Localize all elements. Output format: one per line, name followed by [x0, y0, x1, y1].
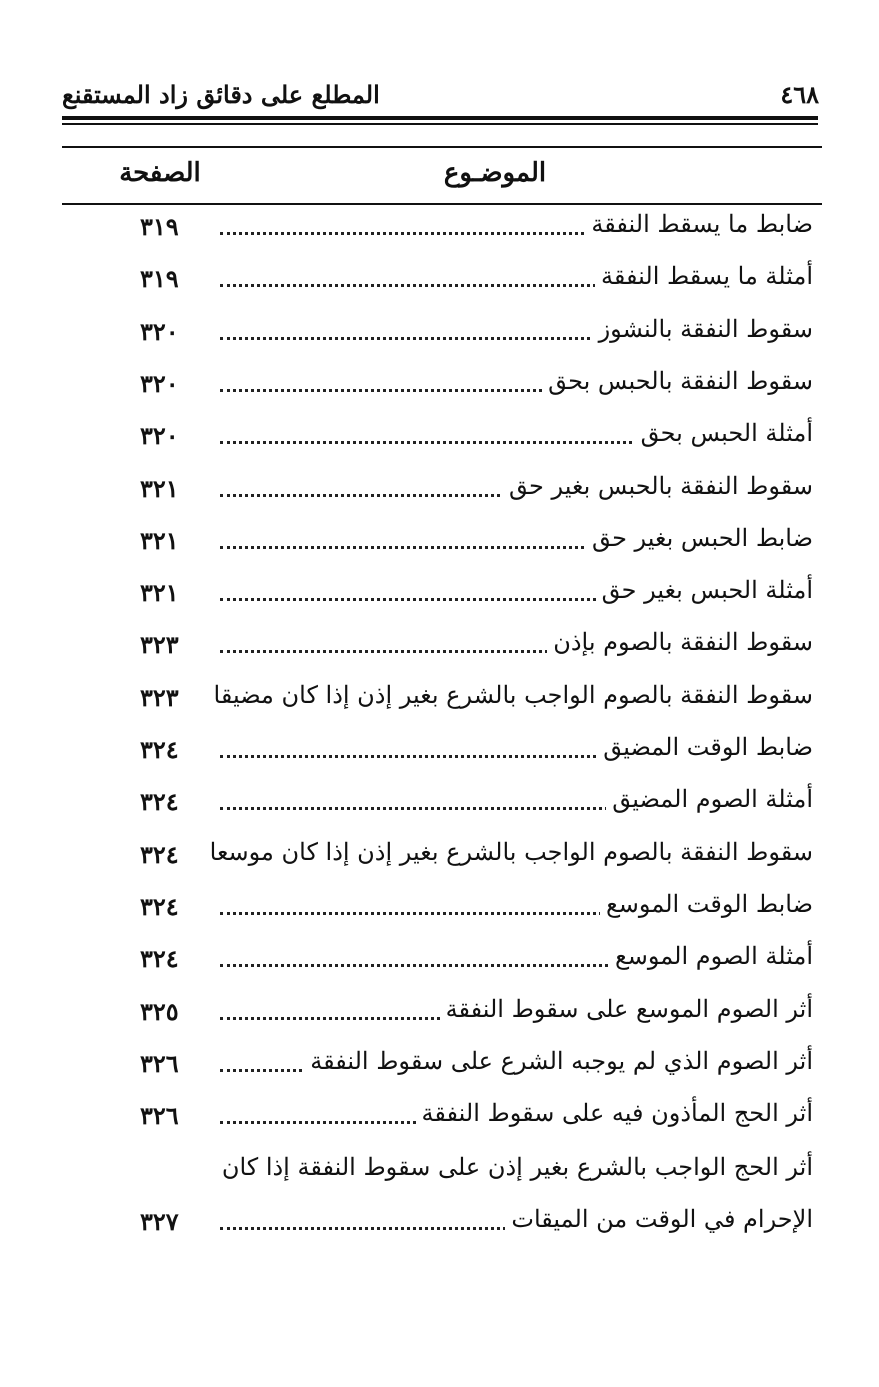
toc-entry-page: ٣٢٦ [140, 1101, 179, 1131]
column-header-page: الصفحة [119, 158, 201, 188]
toc-row [0, 779, 879, 833]
table-header-rule-top [62, 146, 822, 148]
toc-entry-title: سقوط النفقة بالصوم الواجب بالشرع بغير إذن إذا كان موسعا [204, 838, 813, 866]
toc-entry-title: أثر الحج المأذون فيه على سقوط النفقة [416, 1099, 813, 1127]
toc-entry-title: أثر الصوم الموسع على سقوط النفقة [440, 995, 813, 1023]
toc-row [0, 309, 879, 363]
toc-entry-page: ٣٢١ [140, 578, 179, 608]
toc-entry-title: أمثلة الحبس بغير حق [596, 576, 813, 604]
toc-entry-page: ٣٢٠ [140, 368, 179, 398]
toc-row-multiline [0, 1147, 879, 1255]
toc-entry-title: أثر الصوم الذي لم يوجبه الشرع على سقوط النفقة [304, 1047, 813, 1075]
column-header-topic: الموضـوع [443, 158, 547, 188]
toc-row [0, 884, 879, 938]
header-rule-thin [62, 123, 818, 125]
toc-entry-page: ٣٢٠ [140, 421, 179, 451]
toc-row [0, 204, 879, 258]
toc-row [0, 675, 879, 729]
running-title: المطلع على دقائق زاد المستقنع [62, 80, 380, 109]
toc-row [0, 1041, 879, 1095]
toc-row [0, 936, 879, 990]
toc-entry-title: أمثلة ما يسقط النفقة [595, 262, 813, 290]
toc-row [0, 989, 879, 1043]
toc-entry-page: ٣٢٦ [140, 1048, 179, 1078]
toc-row [0, 256, 879, 310]
toc-entry-page: ٣٢١ [140, 473, 179, 503]
toc-row [0, 413, 879, 467]
toc-entry-title: سقوط النفقة بالحبس بغير حق [503, 472, 813, 500]
toc-entry-title: سقوط النفقة بالصوم بإذن [547, 628, 813, 656]
toc-entry-page: ٣٢٤ [140, 891, 179, 921]
toc-entry-title: أمثلة الصوم المضيق [606, 785, 813, 813]
toc-entry-page: ٣٢٤ [140, 787, 179, 817]
toc-entry-page: ٣٢٥ [140, 996, 179, 1026]
toc-entry-page: ٣١٩ [140, 212, 179, 241]
toc-row [0, 518, 879, 572]
toc-entry-title: سقوط النفقة بالنشوز [593, 315, 813, 343]
toc-row [0, 466, 879, 520]
toc-row [0, 361, 879, 415]
toc-entry-title: سقوط النفقة بالصوم الواجب بالشرع بغير إذن إذا كان مضيقا [208, 681, 813, 709]
header-rule-thick [62, 116, 818, 120]
toc-entry-title: ضابط الوقت الموسع [600, 890, 813, 918]
toc-entry-page: ٣١٩ [140, 264, 179, 294]
toc-entry-page: ٣٢٣ [140, 630, 179, 660]
toc-entry-page: ٣٢٠ [140, 316, 179, 346]
toc-row [0, 570, 879, 624]
toc-entry-title: سقوط النفقة بالحبس بحق [542, 367, 813, 395]
toc-entry-title: أمثلة الحبس بحق [635, 419, 813, 447]
toc-row [0, 1093, 879, 1147]
toc-entry-page: ٣٢٤ [140, 735, 179, 764]
toc-entry-page: ٣٢٤ [140, 839, 179, 869]
toc-row [0, 622, 879, 676]
toc-entry-title-line1: أثر الحج الواجب بالشرع بغير إذن على سقوط النفقة إذا كان [221, 1153, 813, 1182]
toc-entry-page: ٣٢٣ [140, 682, 179, 712]
toc-row [0, 727, 879, 781]
toc-entry-page: ٣٢١ [140, 525, 179, 555]
page-number: ٤٦٨ [780, 80, 819, 109]
toc-entry-title: ضابط ما يسقط النفقة [585, 210, 813, 238]
toc-entry-title: ضابط الوقت المضيق [597, 733, 813, 761]
toc-entry-title: أمثلة الصوم الموسع [609, 942, 813, 970]
toc-entry-page: ٣٢٧ [140, 1207, 179, 1237]
toc-entry-page: ٣٢٤ [140, 944, 179, 974]
toc-entry-title: ضابط الحبس بغير حق [586, 524, 813, 552]
toc-row [0, 832, 879, 886]
toc-entry-title-line2: الإحرام في الوقت من الميقات [505, 1205, 813, 1233]
